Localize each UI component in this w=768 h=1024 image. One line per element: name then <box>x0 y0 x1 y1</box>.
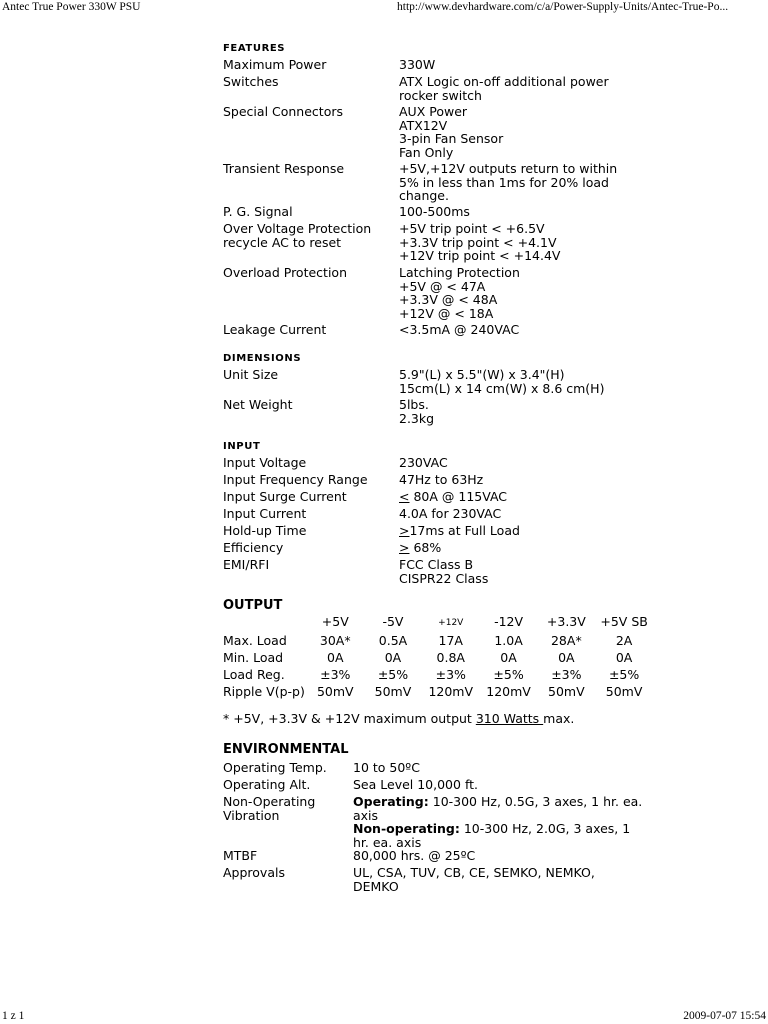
table-row <box>223 668 653 685</box>
table-cell: 0A <box>500 650 517 665</box>
spec-value: 100-500ms <box>399 204 470 219</box>
table-cell: 0A <box>384 650 402 665</box>
spec-label: Unit Size <box>223 367 279 382</box>
spec-row-operating-temp <box>223 761 643 778</box>
table-cell: 50mV <box>548 684 585 699</box>
spec-label: Overload Protection <box>223 265 347 280</box>
table-cell: ±5% <box>608 667 640 682</box>
print-datetime: 2009-07-07 15:54 <box>683 1010 766 1022</box>
spec-value: 5.9"(L) x 5.5"(W) x 3.4"(H) 15cm(L) x 14 cm(W) x 8.6 cm(H) <box>399 367 605 396</box>
spec-value: 47Hz to 63Hz <box>399 472 484 487</box>
spec-label: Leakage Current <box>223 322 327 337</box>
spec-value: Latching Protection +5V @ < 47A +3.3V @ < 48A +12V @ < 18A <box>399 265 520 321</box>
spec-label: Hold-up Time <box>223 523 307 538</box>
input-section <box>223 440 643 588</box>
table-cell: 0A <box>615 650 633 665</box>
table-cell: ±3% <box>551 667 582 682</box>
column-header: +3.3V <box>546 614 586 629</box>
spec-row-approvals <box>223 866 643 896</box>
spec-row-vibration <box>223 795 643 849</box>
spec-label: Efficiency <box>223 540 284 555</box>
output-table <box>223 615 653 712</box>
table-cell: 50mV <box>605 684 643 699</box>
table-cell: 50mV <box>374 684 412 699</box>
spec-label: Operating Temp. <box>223 760 327 775</box>
table-row <box>223 651 653 668</box>
output-section <box>223 598 653 726</box>
table-row <box>223 634 653 651</box>
spec-row-input-voltage <box>223 456 643 473</box>
environmental-heading: ENVIRONMENTAL <box>223 742 349 757</box>
spec-value: < 80A @ 115VAC <box>399 489 508 504</box>
column-header: +5V SB <box>600 614 648 629</box>
table-cell: ±3% <box>320 667 351 682</box>
spec-value: 230VAC <box>399 455 448 470</box>
column-header: -12V <box>494 614 524 629</box>
table-cell: ±5% <box>493 667 524 682</box>
features-section <box>223 42 643 340</box>
spec-label: EMI/RFI <box>223 557 270 572</box>
output-heading: OUTPUT <box>223 598 283 613</box>
spec-value: ATX Logic on-off additional power rocker switch <box>399 74 609 103</box>
spec-value: 10 to 50ºC <box>353 760 420 775</box>
table-cell: 0.8A <box>436 650 465 665</box>
spec-row-transient-response <box>223 162 643 205</box>
spec-value: +5V,+12V outputs return to within 5% in less than 1ms for 20% load change. <box>399 161 618 203</box>
column-header: -5V <box>382 614 404 629</box>
input-heading: INPUT <box>223 441 261 452</box>
spec-row-emi-rfi <box>223 558 643 588</box>
table-cell: 1.0A <box>494 633 523 648</box>
spec-value: 5lbs. 2.3kg <box>399 397 435 426</box>
spec-row-unit-size <box>223 368 643 398</box>
table-cell: ±5% <box>377 667 409 682</box>
spec-value: 4.0A for 230VAC <box>399 506 502 521</box>
dimensions-section <box>223 352 643 428</box>
spec-label: Transient Response <box>223 161 345 176</box>
spec-label: Over Voltage Protection recycle AC to reset <box>223 221 372 250</box>
spec-value: Sea Level 10,000 ft. <box>353 777 478 792</box>
table-cell: ±3% <box>435 667 466 682</box>
spec-label: Net Weight <box>223 397 293 412</box>
spec-value: > 68% <box>399 540 442 555</box>
table-cell: 0A <box>327 650 344 665</box>
spec-row-over-voltage-protection <box>223 222 643 266</box>
spec-row-maximum-power <box>223 58 643 75</box>
watts-link[interactable]: 310 Watts <box>475 711 544 726</box>
output-footnote: * +5V, +3.3V & +12V maximum output 310 Watts max. <box>223 711 575 726</box>
spec-label: Special Connectors <box>223 104 343 119</box>
spec-value: >17ms at Full Load <box>399 523 520 538</box>
environmental-section <box>223 742 643 896</box>
table-cell: 2A <box>615 633 633 648</box>
spec-label: Input Frequency Range <box>223 472 368 487</box>
spec-label: Maximum Power <box>223 57 327 72</box>
table-cell: 30A* <box>319 633 351 648</box>
spec-label: Input Voltage <box>223 455 307 470</box>
spec-label: Non-Operating Vibration <box>223 794 316 823</box>
browser-page-title: Antec True Power 330W PSU <box>2 1 141 13</box>
table-cell: 0.5A <box>378 633 408 648</box>
spec-row-special-connectors <box>223 105 643 162</box>
spec-label: MTBF <box>223 848 258 863</box>
spec-label: Operating Alt. <box>223 777 311 792</box>
row-label: Max. Load <box>223 633 287 648</box>
spec-row-hold-up-time <box>223 524 643 541</box>
spec-row-input-frequency-range <box>223 473 643 490</box>
table-cell: 28A* <box>550 633 582 648</box>
table-row <box>223 685 653 712</box>
spec-row-input-current <box>223 507 643 524</box>
spec-row-leakage-current <box>223 323 643 340</box>
spec-row-efficiency <box>223 541 643 558</box>
row-label: Load Reg. <box>223 667 285 682</box>
spec-value: AUX Power ATX12V 3-pin Fan Sensor Fan Only <box>399 104 504 160</box>
table-cell: 50mV <box>316 684 354 699</box>
dimensions-heading: DIMENSIONS <box>223 353 302 364</box>
spec-value: 330W <box>399 57 436 72</box>
spec-value: +5V trip point < +6.5V +3.3V trip point < +4.1V +12V trip point < +14.4V <box>399 221 561 263</box>
output-header-row <box>223 615 653 634</box>
page-counter: 1 z 1 <box>2 1010 25 1022</box>
spec-label: Input Current <box>223 506 307 521</box>
spec-row-operating-alt <box>223 778 643 795</box>
spec-label: Input Surge Current <box>223 489 347 504</box>
spec-row-mtbf <box>223 849 643 866</box>
spec-row-switches <box>223 75 643 105</box>
table-cell: 120mV <box>486 684 531 699</box>
table-cell: 0A <box>558 650 575 665</box>
row-label: Min. Load <box>223 650 284 665</box>
spec-value: Operating: 10-300 Hz, 0.5G, 3 axes, 1 hr. ea. axis Non-operating: 10-300 Hz, 2.0G, 3 axes, 1 hr. ea. axis <box>353 794 643 850</box>
browser-page-url: http://www.devhardware.com/c/a/Power-Supply-Units/Antec-True-Po... <box>397 1 729 13</box>
table-cell: 120mV <box>428 684 474 699</box>
spec-label: Approvals <box>223 865 285 880</box>
spec-label: P. G. Signal <box>223 204 293 219</box>
row-label: Ripple V(p-p) <box>223 684 305 699</box>
spec-row-input-surge-current <box>223 490 643 507</box>
spec-label: Switches <box>223 74 279 89</box>
features-heading: FEATURES <box>223 43 286 54</box>
spec-row-net-weight <box>223 398 643 428</box>
column-header: +12V <box>438 618 464 628</box>
spec-value: UL, CSA, TUV, CB, CE, SEMKO, NEMKO, DEMKO <box>353 865 595 894</box>
spec-value: 80,000 hrs. @ 25ºC <box>353 848 476 863</box>
spec-row-overload-protection <box>223 266 643 323</box>
spec-value: FCC Class B CISPR22 Class <box>399 557 489 586</box>
column-header: +5V <box>321 614 349 629</box>
table-cell: 17A <box>438 633 463 648</box>
spec-value: <3.5mA @ 240VAC <box>399 322 520 337</box>
spec-row-pg-signal <box>223 205 643 222</box>
